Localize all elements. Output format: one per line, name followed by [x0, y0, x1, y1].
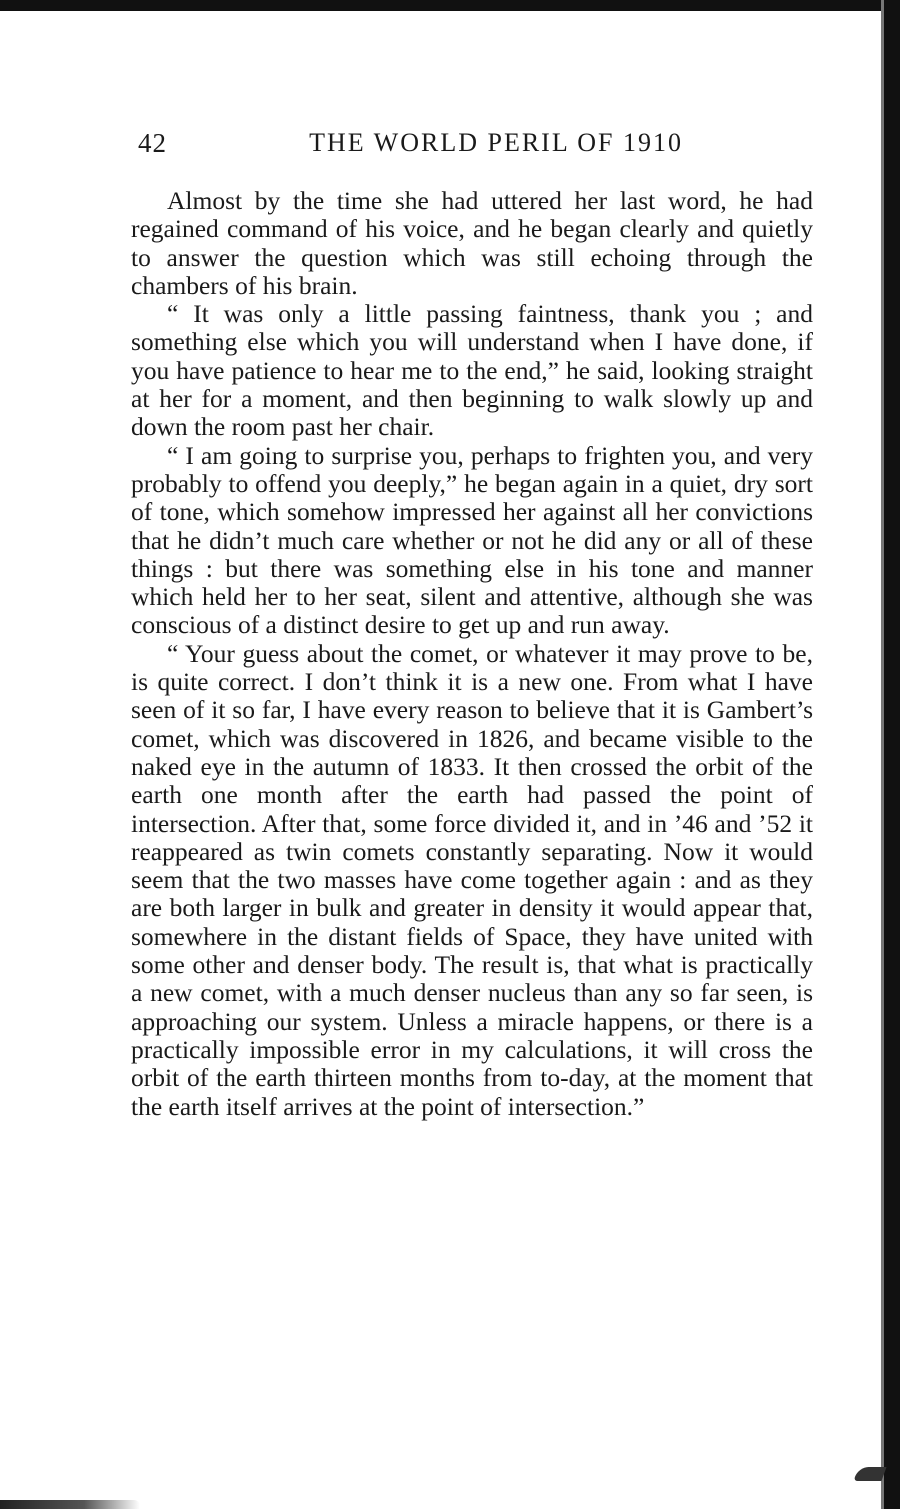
scan-smudge-bottom-left — [0, 1500, 140, 1509]
scan-smudge-bottom-right — [853, 1467, 886, 1481]
paragraph: “ I am going to surprise you, perhaps to frighten you, and very probably to offend you deeply,” he began again in a quiet, dry sort of tone, which somehow impressed her against all her convictions that he didn’t much care whether or not he did any or all of these things : but there was something else in his tone and manner which held her to her seat, silent and attentive, although she was conscious of a distinct desire to get up and run away. — [131, 440, 813, 640]
scan-edge-shadow — [881, 0, 884, 1509]
body-text — [131, 187, 813, 1121]
scan-edge-top — [0, 0, 900, 11]
scan-edge-right — [884, 0, 900, 1509]
paragraph: “ Your guess about the comet, or whatever it may prove to be, is quite correct. I don’t think it is a new one. From what I have seen of it so far, I have every reason to believe that it is Gambert’s comet, which was discovered in 1826, and became visible to the naked eye in the autumn of 1833. It then crossed the orbit of the earth one month after the earth had passed the point of intersection. After that, some force divided it, and in ’46 and ’52 it reappeared as twin comets constantly separating. Now it would seem that the two masses have come together again : and as they are both larger in bulk and greater in density it would appear that, somewhere in the distant fields of Space, they have united with some other and denser body. The result is, that what is practically a new comet, with a much denser nucleus than any so far seen, is approaching our system. Unless a miracle happens, or there is a practically impossible error in my calculations, it will cross the orbit of the earth thirteen months from to-day, at the moment that the earth itself arrives at the point of intersection.” — [131, 638, 813, 1121]
page-number: 42 — [138, 128, 167, 158]
running-head — [138, 128, 683, 168]
paragraph: Almost by the time she had uttered her last word, he had regained command of his voice, and he began clearly and quietly to answer the question which was still echoing through the chambers of his brain. — [131, 186, 813, 300]
running-title: THE WORLD PERIL OF 1910 — [309, 128, 683, 157]
paragraph: “ It was only a little passing faintness, thank you ; and something else which you will understand when I have done, if you have patience to hear me to the end,” he said, looking straight at her for a moment, and then beginning to walk slowly up and down the room past her chair. — [131, 299, 813, 442]
